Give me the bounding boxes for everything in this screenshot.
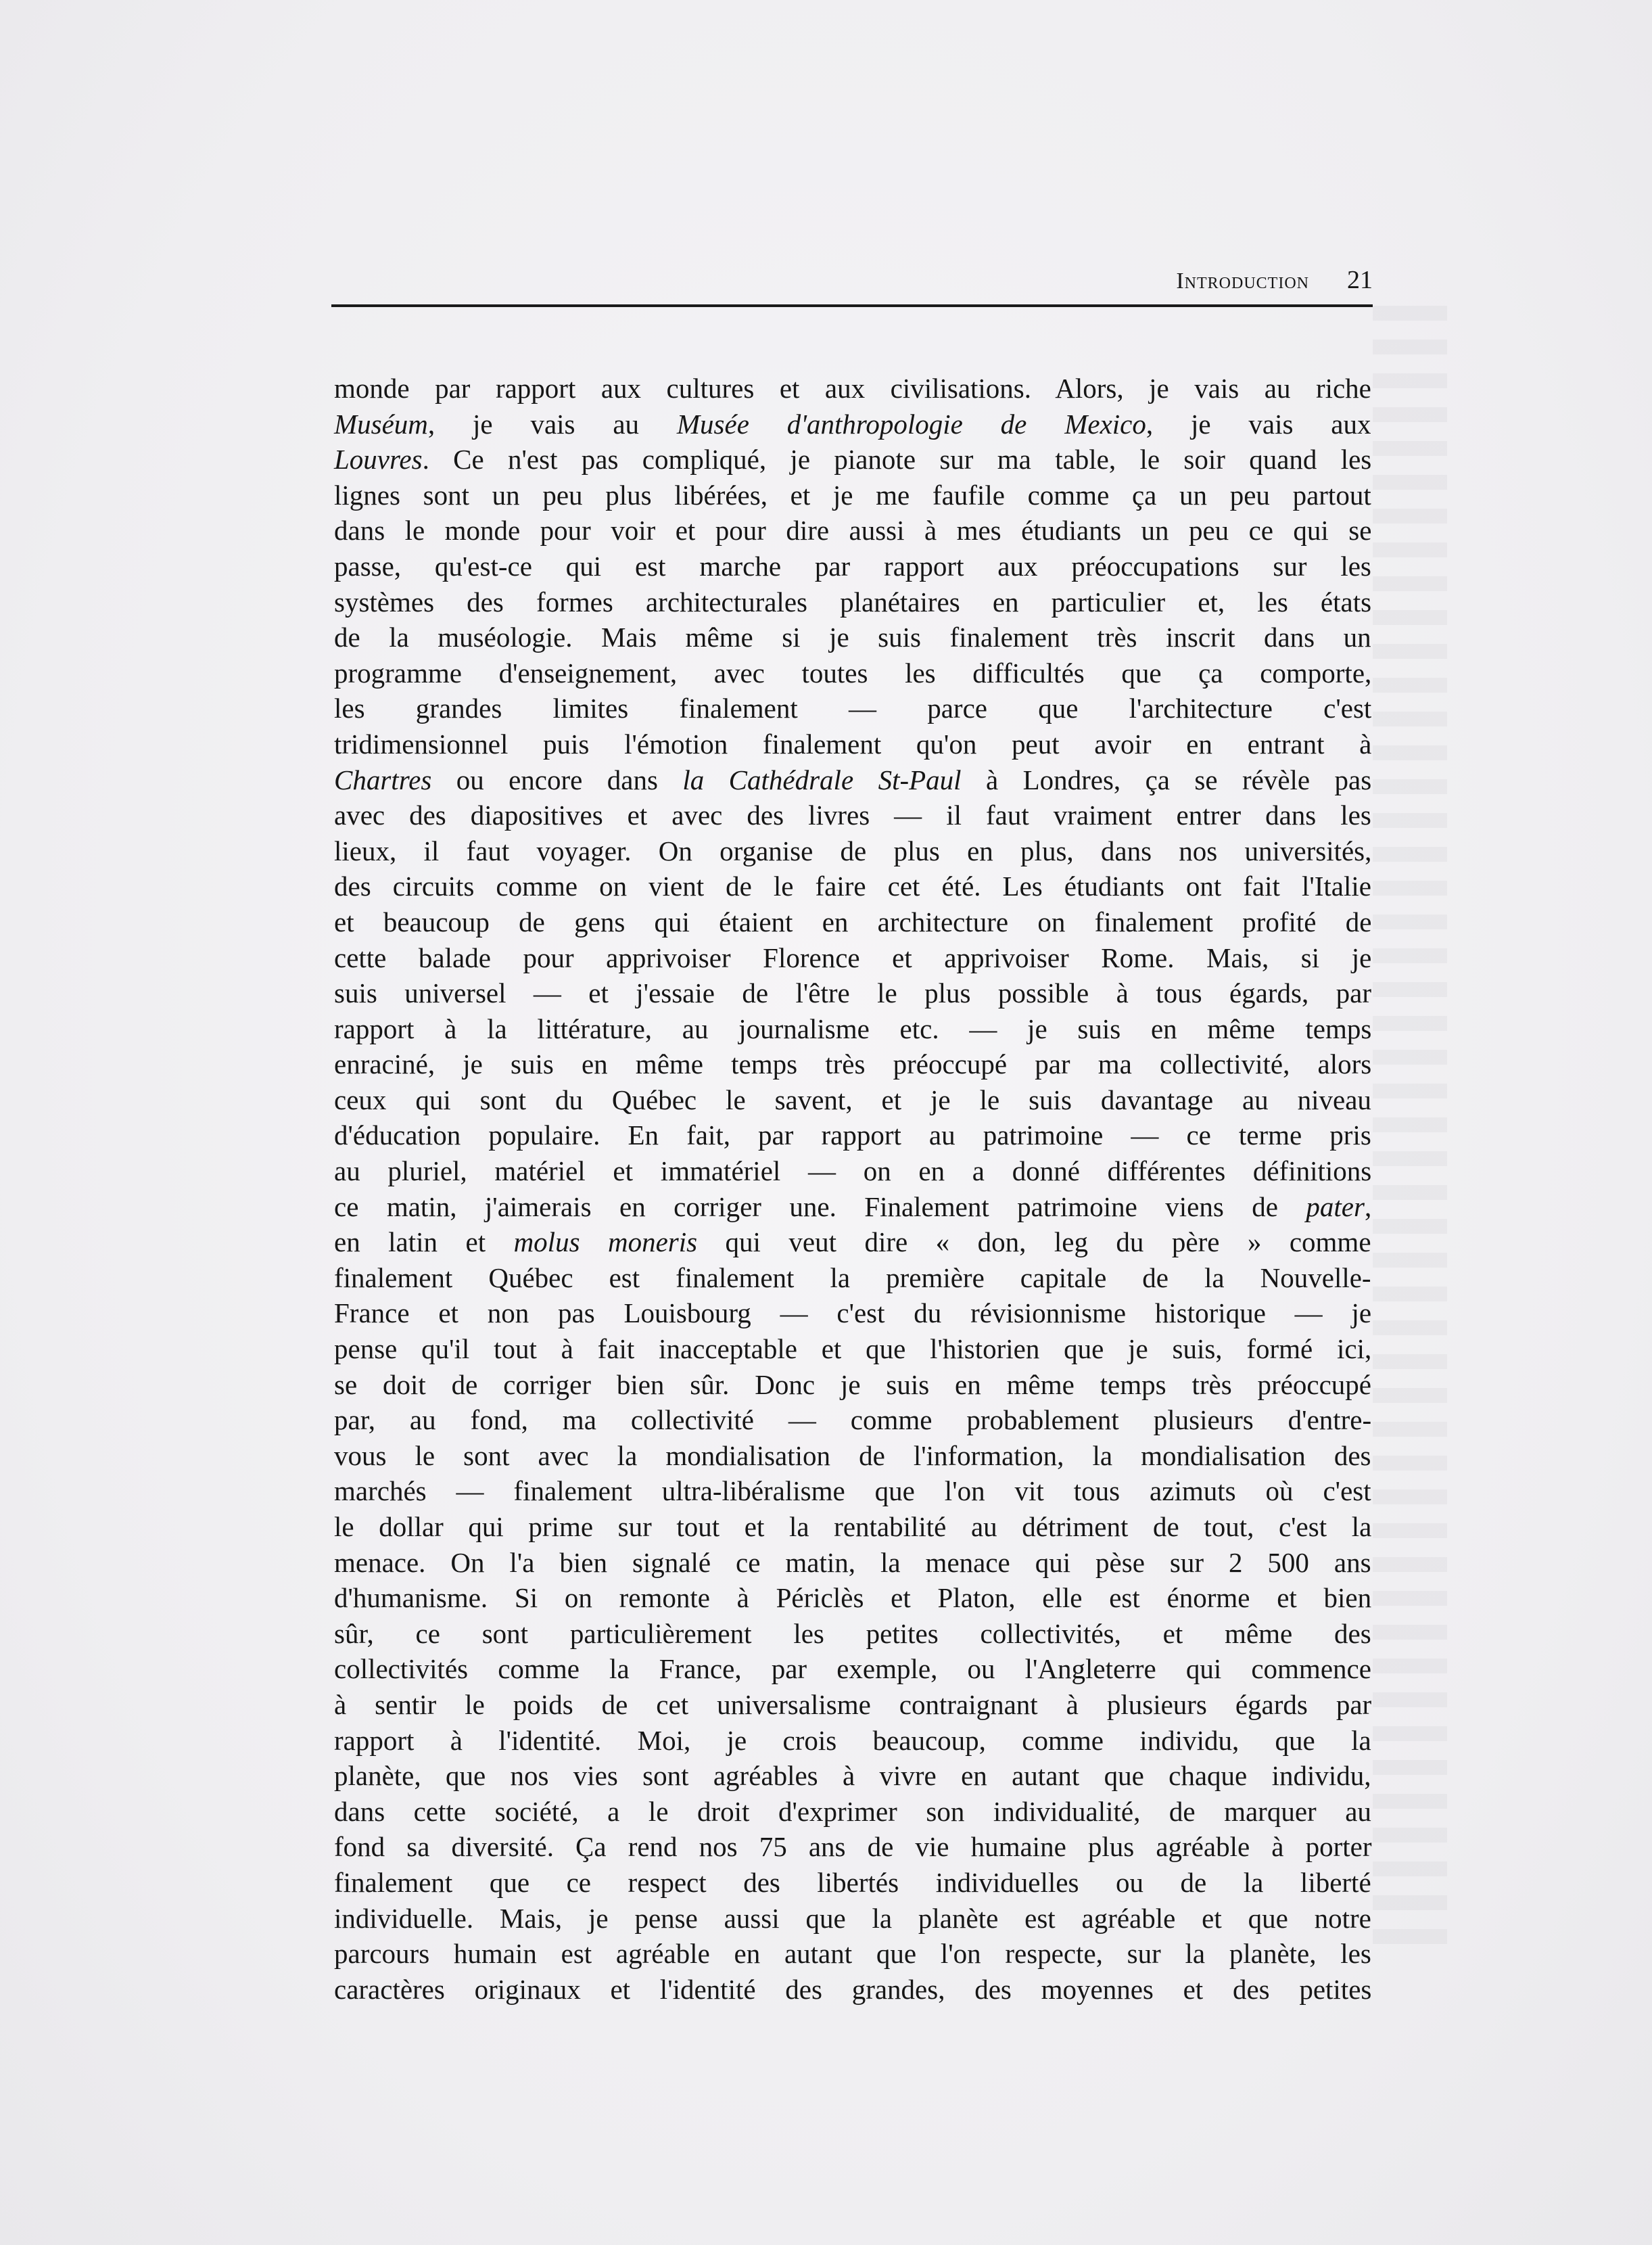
italic-text: la Cathédrale St-Paul [682,764,962,795]
facing-page-show-through [1373,298,1447,1948]
text-run: enraciné, je suis en même temps très préoccupé par ma collectivité, alors [334,1048,1372,1080]
text-line [334,1794,1371,1830]
page-number: 21 [1347,266,1373,294]
text-line [334,1972,1371,2008]
text-run: dans cette société, a le droit d'exprimer son individualité, de marquer au [334,1795,1371,1827]
body-text [334,371,1371,2007]
text-run: ou encore dans [431,764,683,795]
text-run: monde par rapport aux cultures et aux civilisations. Alors, je vais au riche [334,373,1371,404]
text-run: , je vais au [427,408,677,440]
header-rule [331,304,1373,307]
text-run: parcours humain est agréable en autant que l'on respecte, sur la planète, les [334,1938,1371,1970]
text-line [334,1082,1371,1118]
text-line [334,762,1371,798]
text-run: d'humanisme. Si on remonte à Périclès et Platon, elle est énorme et bien [334,1582,1372,1614]
text-run: dans le monde pour voir et pour dire aussi à mes étudiants un peu ce qui se [334,515,1372,547]
text-line [334,478,1371,513]
text-line [334,1509,1371,1545]
text-line [334,1865,1371,1901]
text-line [334,1829,1371,1865]
text-run: de la muséologie. Mais même si je suis finalement très inscrit dans un [334,622,1371,653]
text-line [334,549,1371,584]
text-line [334,1224,1371,1260]
text-line [334,975,1371,1011]
text-line [334,833,1371,869]
text-run: suis universel — et j'essaie de l'être le plus possible à tous égards, par [334,977,1371,1009]
text-line [334,1011,1371,1047]
text-line [334,1473,1371,1509]
text-run: à Londres, ça se révèle pas [961,764,1372,795]
text-line [334,1936,1371,1972]
text-line [334,1402,1371,1438]
text-run: passe, qu'est-ce qui est marche par rapport aux préoccupations sur les [334,550,1371,582]
text-line [334,1901,1371,1937]
text-run: marchés — finalement ultra-libéralisme que l'on vit tous azimuts où c'est [334,1475,1371,1507]
italic-text: pater [1306,1190,1365,1222]
text-line [334,655,1371,691]
text-run: rapport à la littérature, au journalisme etc. — je suis en même temps [334,1013,1372,1044]
text-line [334,513,1371,549]
text-run: pense qu'il tout à fait inacceptable et que l'historien que je suis, formé ici, [334,1333,1372,1365]
text-run: se doit de corriger bien sûr. Donc je suis en même temps très préoccupé [334,1368,1371,1400]
text-run: , [1364,1190,1372,1222]
text-run: menace. On l'a bien signalé ce matin, la menace qui pèse sur 2 500 ans [334,1546,1371,1578]
text-line [334,869,1371,904]
text-line [334,1367,1371,1403]
text-line [334,442,1371,478]
text-line [334,1153,1371,1189]
text-run: par, au fond, ma collectivité — comme probablement plusieurs d'entre- [334,1404,1372,1436]
text-line [334,1189,1371,1225]
text-run: lieux, il faut voyager. On organise de plus en plus, dans nos universités, [334,835,1372,866]
text-run: les grandes limites finalement — parce que l'architecture c'est [334,693,1372,724]
text-run: le dollar qui prime sur tout et la rentabilité au détriment de tout, c'est la [334,1511,1372,1542]
text-run: . Ce n'est pas compliqué, je pianote sur ma table, le soir quand les [422,444,1372,476]
text-line [334,940,1371,976]
text-line [334,1117,1371,1153]
running-head-title: Introduction [1176,269,1309,294]
text-run: collectivités comme la France, par exemple, ou l'Angleterre qui commence [334,1653,1371,1685]
text-run: caractères originaux et l'identité des grandes, des moyennes et des petites [334,1973,1372,2005]
text-line [334,1580,1371,1616]
text-line [334,1295,1371,1331]
text-line [334,584,1371,620]
italic-text: Louvres [334,444,423,476]
text-line [334,1260,1371,1296]
text-run: individuelle. Mais, je pense aussi que la planète est agréable et que notre [334,1902,1371,1934]
italic-text: molus moneris [513,1226,698,1258]
text-run: et beaucoup de gens qui étaient en architecture on finalement profité de [334,906,1372,938]
text-run: ceux qui sont du Québec le savent, et je le suis davantage au niveau [334,1084,1371,1115]
text-run: programme d'enseignement, avec toutes les difficultés que ça comporte, [334,657,1372,689]
text-run: systèmes des formes architecturales planétaires en particulier et, les états [334,586,1372,618]
text-run: en latin et [334,1226,514,1258]
text-line [334,691,1371,726]
text-run: au pluriel, matériel et immatériel — on en a donné différentes définitions [334,1155,1372,1187]
italic-text: Muséum [334,408,428,440]
text-run: vous le sont avec la mondialisation de l'information, la mondialisation des [334,1439,1371,1471]
running-head [331,265,1373,306]
text-run: rapport à l'identité. Moi, je crois beaucoup, comme individu, que la [334,1724,1371,1756]
text-line [334,797,1371,833]
text-run: tridimensionnel puis l'émotion finalement qu'on peut avoir en entrant à [334,728,1372,760]
text-run: ce matin, j'aimerais en corriger une. Finalement patrimoine viens de [334,1190,1306,1222]
text-line [334,371,1371,407]
text-line [334,1651,1371,1687]
text-run: cette balade pour apprivoiser Florence et apprivoiser Rome. Mais, si je [334,942,1372,973]
text-line [334,726,1371,762]
text-run: sûr, ce sont particulièrement les petites collectivités, et même des [334,1617,1371,1649]
text-line [334,620,1371,655]
text-run: avec des diapositives et avec des livres — il faut vraiment entrer dans les [334,800,1371,831]
text-line [334,1545,1371,1581]
text-line [334,1758,1371,1794]
italic-text: Musée d'anthropologie de Mexico [676,408,1146,440]
italic-text: Chartres [334,764,432,795]
text-line [334,904,1371,940]
text-run: fond sa diversité. Ça rend nos 75 ans de vie humaine plus agréable à porter [334,1831,1372,1863]
text-line [334,1331,1371,1367]
text-line [334,1046,1371,1082]
text-run: planète, que nos vies sont agréables à vivre en autant que chaque individu, [334,1760,1371,1792]
text-line [334,1616,1371,1652]
text-run: des circuits comme on vient de le faire cet été. Les étudiants ont fait l'Italie [334,871,1371,902]
text-run: lignes sont un peu plus libérées, et je me faufile comme ça un peu partout [334,479,1371,511]
text-run: finalement que ce respect des libertés individuelles ou de la liberté [334,1866,1371,1898]
text-run: à sentir le poids de cet universalisme contraignant à plusieurs égards par [334,1688,1372,1720]
text-run: finalement Québec est finalement la première capitale de la Nouvelle- [334,1262,1371,1293]
text-run: qui veut dire « don, leg du père » comme [697,1226,1371,1258]
text-line [334,1687,1371,1723]
text-run: , je vais aux [1146,408,1371,440]
text-line [334,1723,1371,1759]
text-line [334,1438,1371,1474]
text-line [334,407,1371,442]
text-run: d'éducation populaire. En fait, par rapport au patrimoine — ce terme pris [334,1119,1371,1151]
text-run: France et non pas Louisbourg — c'est du révisionnisme historique — je [334,1297,1372,1329]
